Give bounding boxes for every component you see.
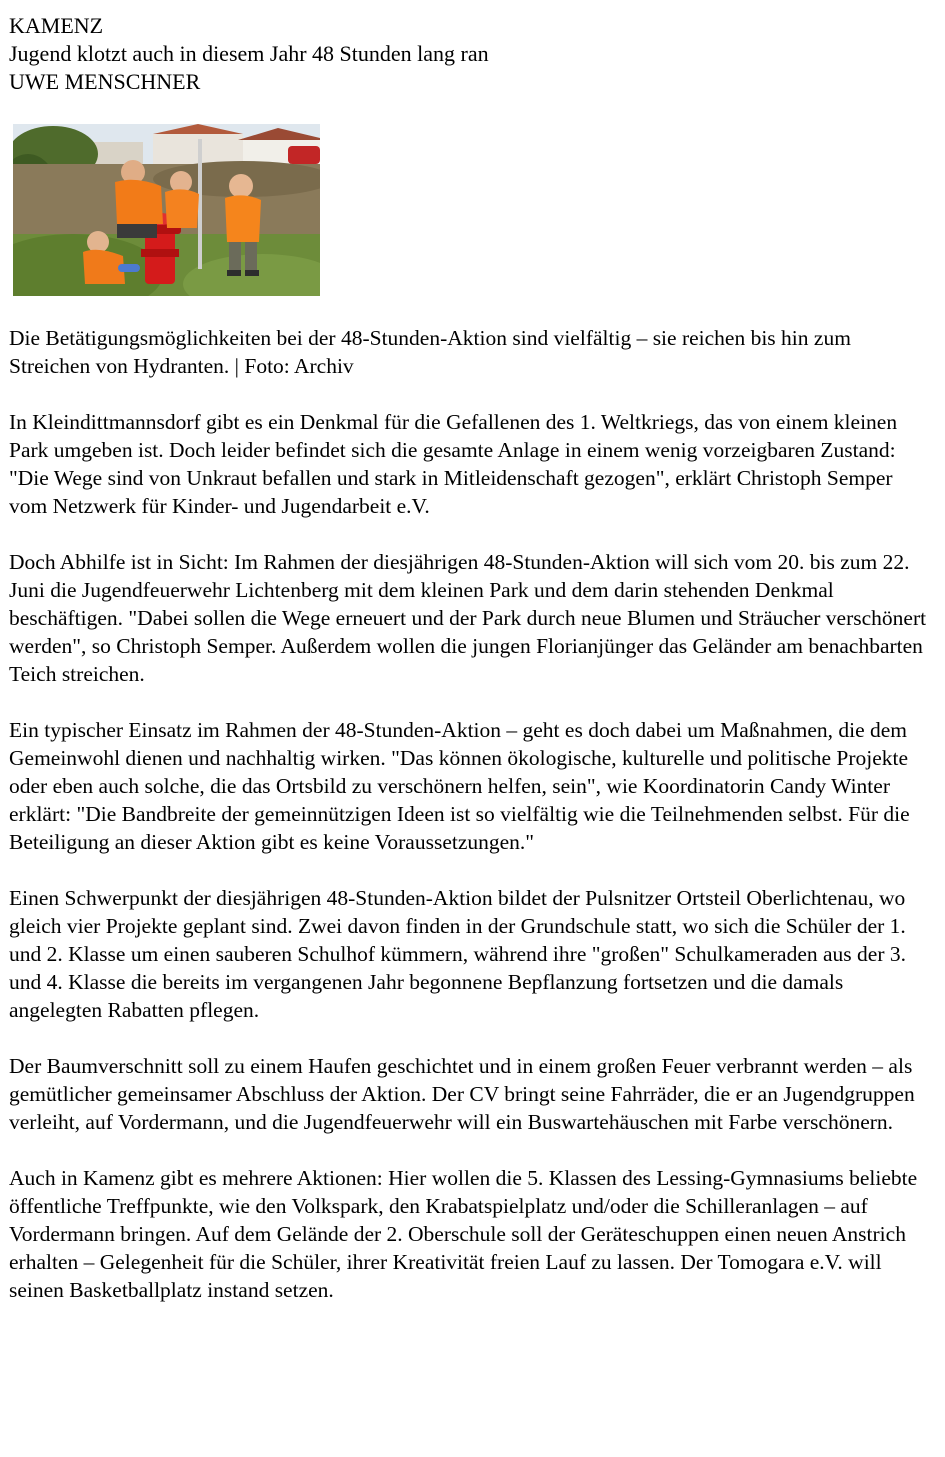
article-photo (13, 124, 320, 296)
photo-caption: Die Betätigungsmöglichkeiten bei der 48-Stunden-Aktion sind vielfältig – sie reichen bis hin zum Streichen von Hydranten. | Foto: Archiv (9, 326, 851, 378)
article (9, 12, 934, 1304)
article-headline: Jugend klotzt auch in diesem Jahr 48 Stunden lang ran (9, 41, 489, 66)
paragraph: Auch in Kamenz gibt es mehrere Aktionen: Hier wollen die 5. Klassen des Lessing-Gymnasiums beliebte öffentliche Treffpunkte, wie den Volkspark, den Krabatspielplatz und/oder die Schilleranlagen – auf Vordermann bringen. Auf dem Gelände der 2. Oberschule soll der Geräteschuppen einen neuen Anstrich erhalten – Gelegenheit für die Schüler, ihrer Kreativität freien Lauf zu lassen. Der Tomogara e.V. will seinen Basketballplatz instand setzen. (9, 1166, 918, 1302)
paragraph: Einen Schwerpunkt der diesjährigen 48-Stunden-Aktion bildet der Pulsnitzer Ortsteil Oberlichtenau, wo gleich vier Projekte geplant sind. Zwei davon finden in der Grundschule statt, wo sich die Schüler der 1. und 2. Klasse um einen sauberen Schulhof kümmern, während ihre "großen" Schulkameraden aus der 3. und 4. Klasse die bereits im vergangenen Jahr begonnene Bepflanzung fortsetzen und die damals angelegten Rabatten pflegen. (9, 886, 907, 1022)
article-location: KAMENZ (9, 13, 104, 38)
article-author: UWE MENSCHNER (9, 69, 201, 94)
paragraph: Der Baumverschnitt soll zu einem Haufen geschichtet und in einem großen Feuer verbrannt werden – als gemütlicher gemeinsamer Abschluss der Aktion. Der CV bringt seine Fahrräder, die er an Jugendgruppen verleiht, auf Vordermann, und die Jugendfeuerwehr will ein Buswartehäuschen mit Farbe verschönern. (9, 1054, 915, 1134)
paragraph: Doch Abhilfe ist in Sicht: Im Rahmen der diesjährigen 48-Stunden-Aktion will sich vom 20. bis zum 22. Juni die Jugendfeuerwehr Lichtenberg mit dem kleinen Park und dem darin stehenden Denkmal beschäftigen. "Dabei sollen die Wege erneuert und der Park durch neue Blumen und Sträucher verschönert werden", so Christoph Semper. Außerdem wollen die jungen Florianjünger das Geländer am benachbarten Teich streichen. (9, 550, 927, 686)
paragraph: In Kleindittmannsdorf gibt es ein Denkmal für die Gefallenen des 1. Weltkriegs, das von einem kleinen Park umgeben ist. Doch leider befindet sich die gesamte Anlage in einem wenig vorzeigbaren Zustand: "Die Wege sind von Unkraut befallen und stark in Mitleidenschaft gezogen", erklärt Christoph Semper vom Netzwerk für Kinder- und Jugendarbeit e.V. (9, 410, 898, 518)
photo-youth-painting-hydrant (13, 124, 320, 296)
paragraph: Ein typischer Einsatz im Rahmen der 48-Stunden-Aktion – geht es doch dabei um Maßnahmen, die dem Gemeinwohl dienen und nachhaltig wirken. "Das können ökologische, kulturelle und politische Projekte oder eben auch solche, die das Ortsbild zu verschönern helfen, sein", wie Koordinatorin Candy Winter erklärt: "Die Bandbreite der gemeinnützigen Ideen ist so vielfältig wie die Teilnehmenden selbst. Für die Beteiligung an dieser Aktion gibt es keine Voraussetzungen." (9, 718, 910, 854)
